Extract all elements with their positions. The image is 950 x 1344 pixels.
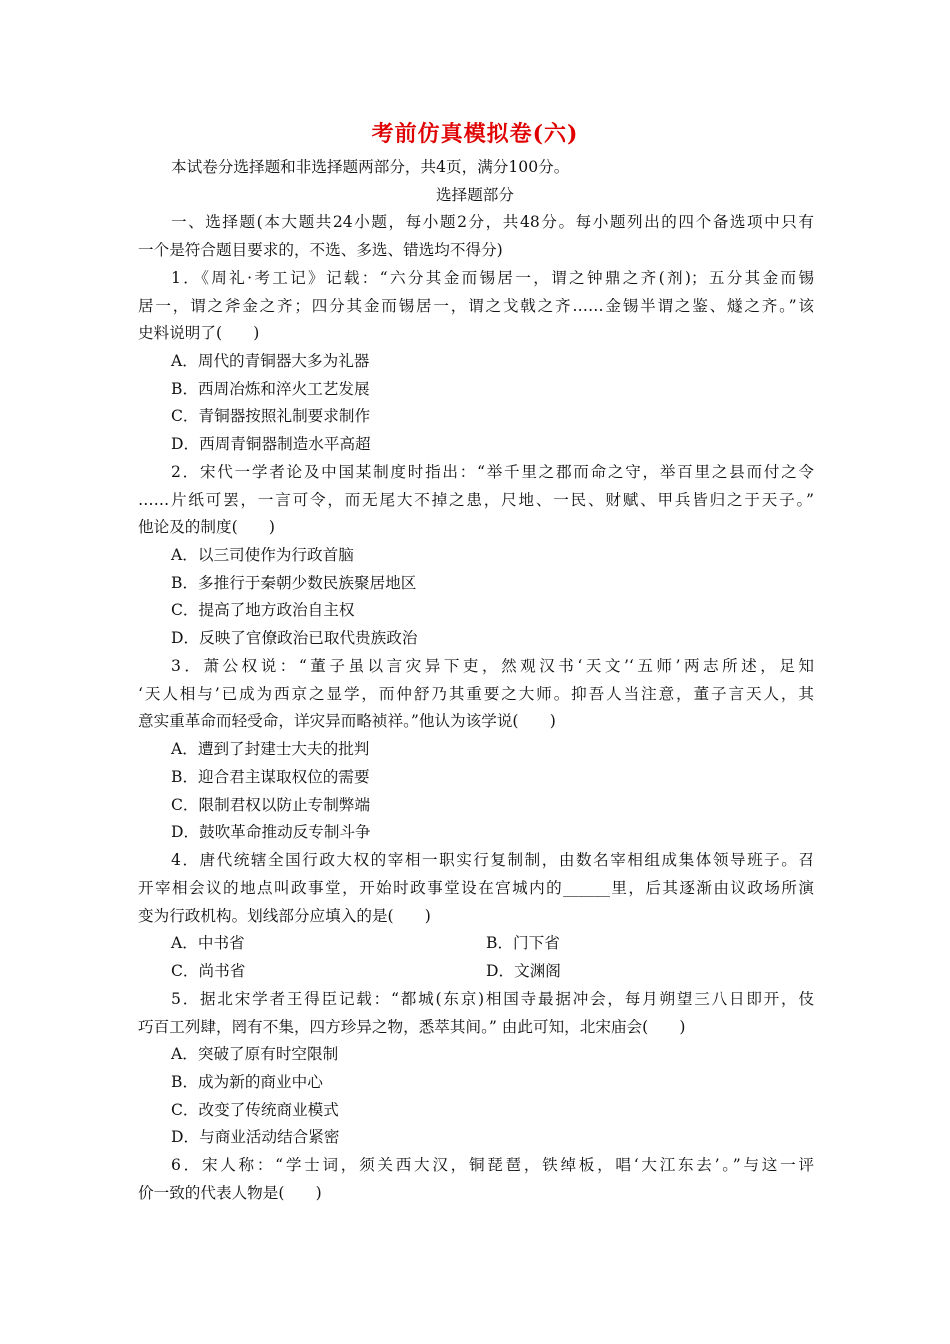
- section-instructions: 一、选择题(本大题共24小题，每小题2分，共48分。每小题列出的四个备选项中只有: [171, 213, 814, 231]
- question-5-option-c: C．改变了传统商业模式: [171, 1101, 339, 1119]
- question-1-option-d: D．西周青铜器制造水平高超: [171, 435, 371, 453]
- question-4-option-a: A．中书省: [171, 934, 245, 952]
- question-2-stem: 他论及的制度( ): [138, 518, 275, 536]
- question-2-stem: 2．宋代一学者论及中国某制度时指出：“举千里之郡而命之守，举百里之县而付之令: [171, 463, 814, 481]
- question-3-stem: 意实重革命而轻受命，详灾异而略祯祥。”他认为该学说( ): [138, 712, 556, 730]
- question-6-stem: 6．宋人称：“学士词，须关西大汉，铜琵琶，铁绰板，唱‘大江东去’。”与这一评: [171, 1156, 814, 1174]
- question-2-option-c: C．提高了地方政治自主权: [171, 601, 355, 619]
- question-4-option-d: D．文渊阁: [486, 962, 561, 980]
- exam-title: 考前仿真模拟卷(六): [371, 121, 579, 147]
- question-1-option-b: B．西周冶炼和淬火工艺发展: [171, 380, 370, 398]
- question-1-stem: 居一，谓之斧金之齐；四分其金而锡居一，谓之戈戟之齐……金锡半谓之鉴、燧之齐。”该: [138, 297, 814, 315]
- question-4-stem: 4．唐代统辖全国行政大权的宰相一职实行复制制，由数名宰相组成集体领导班子。召: [171, 851, 814, 869]
- question-6-stem: 价一致的代表人物是( ): [138, 1184, 322, 1202]
- question-4-option-c: C．尚书省: [171, 962, 246, 980]
- question-4-stem: 开宰相会议的地点叫政事堂，开始时政事堂设在宫城内的______里，后其逐渐由议政场所演: [138, 879, 814, 897]
- question-5-option-b: B．成为新的商业中心: [171, 1073, 323, 1091]
- question-3-option-b: B．迎合君主谋取权位的需要: [171, 768, 370, 786]
- question-5-stem: 5．据北宋学者王得臣记载：“都城(东京)相国寺最据冲会，每月朔望三八日即开，伎: [171, 990, 814, 1008]
- question-3-option-d: D．鼓吹革命推动反专制斗争: [171, 823, 371, 841]
- section-instructions: 一个是符合题目要求的，不选、多选、错选均不得分): [138, 241, 503, 259]
- question-2-option-d: D．反映了官僚政治已取代贵族政治: [171, 629, 418, 647]
- question-1-option-c: C．青铜器按照礼制要求制作: [171, 407, 371, 425]
- question-3-option-a: A．遭到了封建士大夫的批判: [171, 740, 370, 758]
- question-5-option-a: A．突破了原有时空限制: [171, 1045, 339, 1063]
- question-1-stem: 1．《周礼·考工记》记载：“六分其金而锡居一，谓之钟鼎之齐(剂)；五分其金而锡: [171, 269, 814, 287]
- question-1-option-a: A．周代的青铜器大多为礼器: [171, 352, 370, 370]
- question-5-stem: 巧百工列肆，罔有不集，四方珍异之物，悉萃其间。” 由此可知，北宋庙会( ): [138, 1018, 686, 1036]
- question-3-stem: ‘天人相与’已成为西京之显学，而仲舒乃其重要之大师。抑吾人当注意，董子言天人，其: [138, 685, 814, 703]
- question-5-option-d: D．与商业活动结合紧密: [171, 1128, 340, 1146]
- question-1-stem: 史料说明了( ): [138, 324, 260, 342]
- question-2-option-a: A．以三司使作为行政首脑: [171, 546, 354, 564]
- question-3-option-c: C．限制君权以防止专制弊端: [171, 796, 371, 814]
- question-2-stem: ……片纸可罢，一言可令，而无尾大不掉之患，尺地、一民、财赋、甲兵皆归之于天子。”: [138, 491, 814, 509]
- part-heading: 选择题部分: [436, 186, 514, 204]
- question-4-stem: 变为行政机构。划线部分应填入的是( ): [138, 907, 431, 925]
- question-4-option-b: B．门下省: [486, 934, 560, 952]
- intro-text: 本试卷分选择题和非选择题两部分，共4页，满分100分。: [171, 158, 570, 176]
- question-2-option-b: B．多推行于秦朝少数民族聚居地区: [171, 574, 417, 592]
- question-3-stem: 3．萧公权说：“董子虽以言灾异下吏，然观汉书‘天文’‘五师’两志所述，足知: [171, 657, 814, 675]
